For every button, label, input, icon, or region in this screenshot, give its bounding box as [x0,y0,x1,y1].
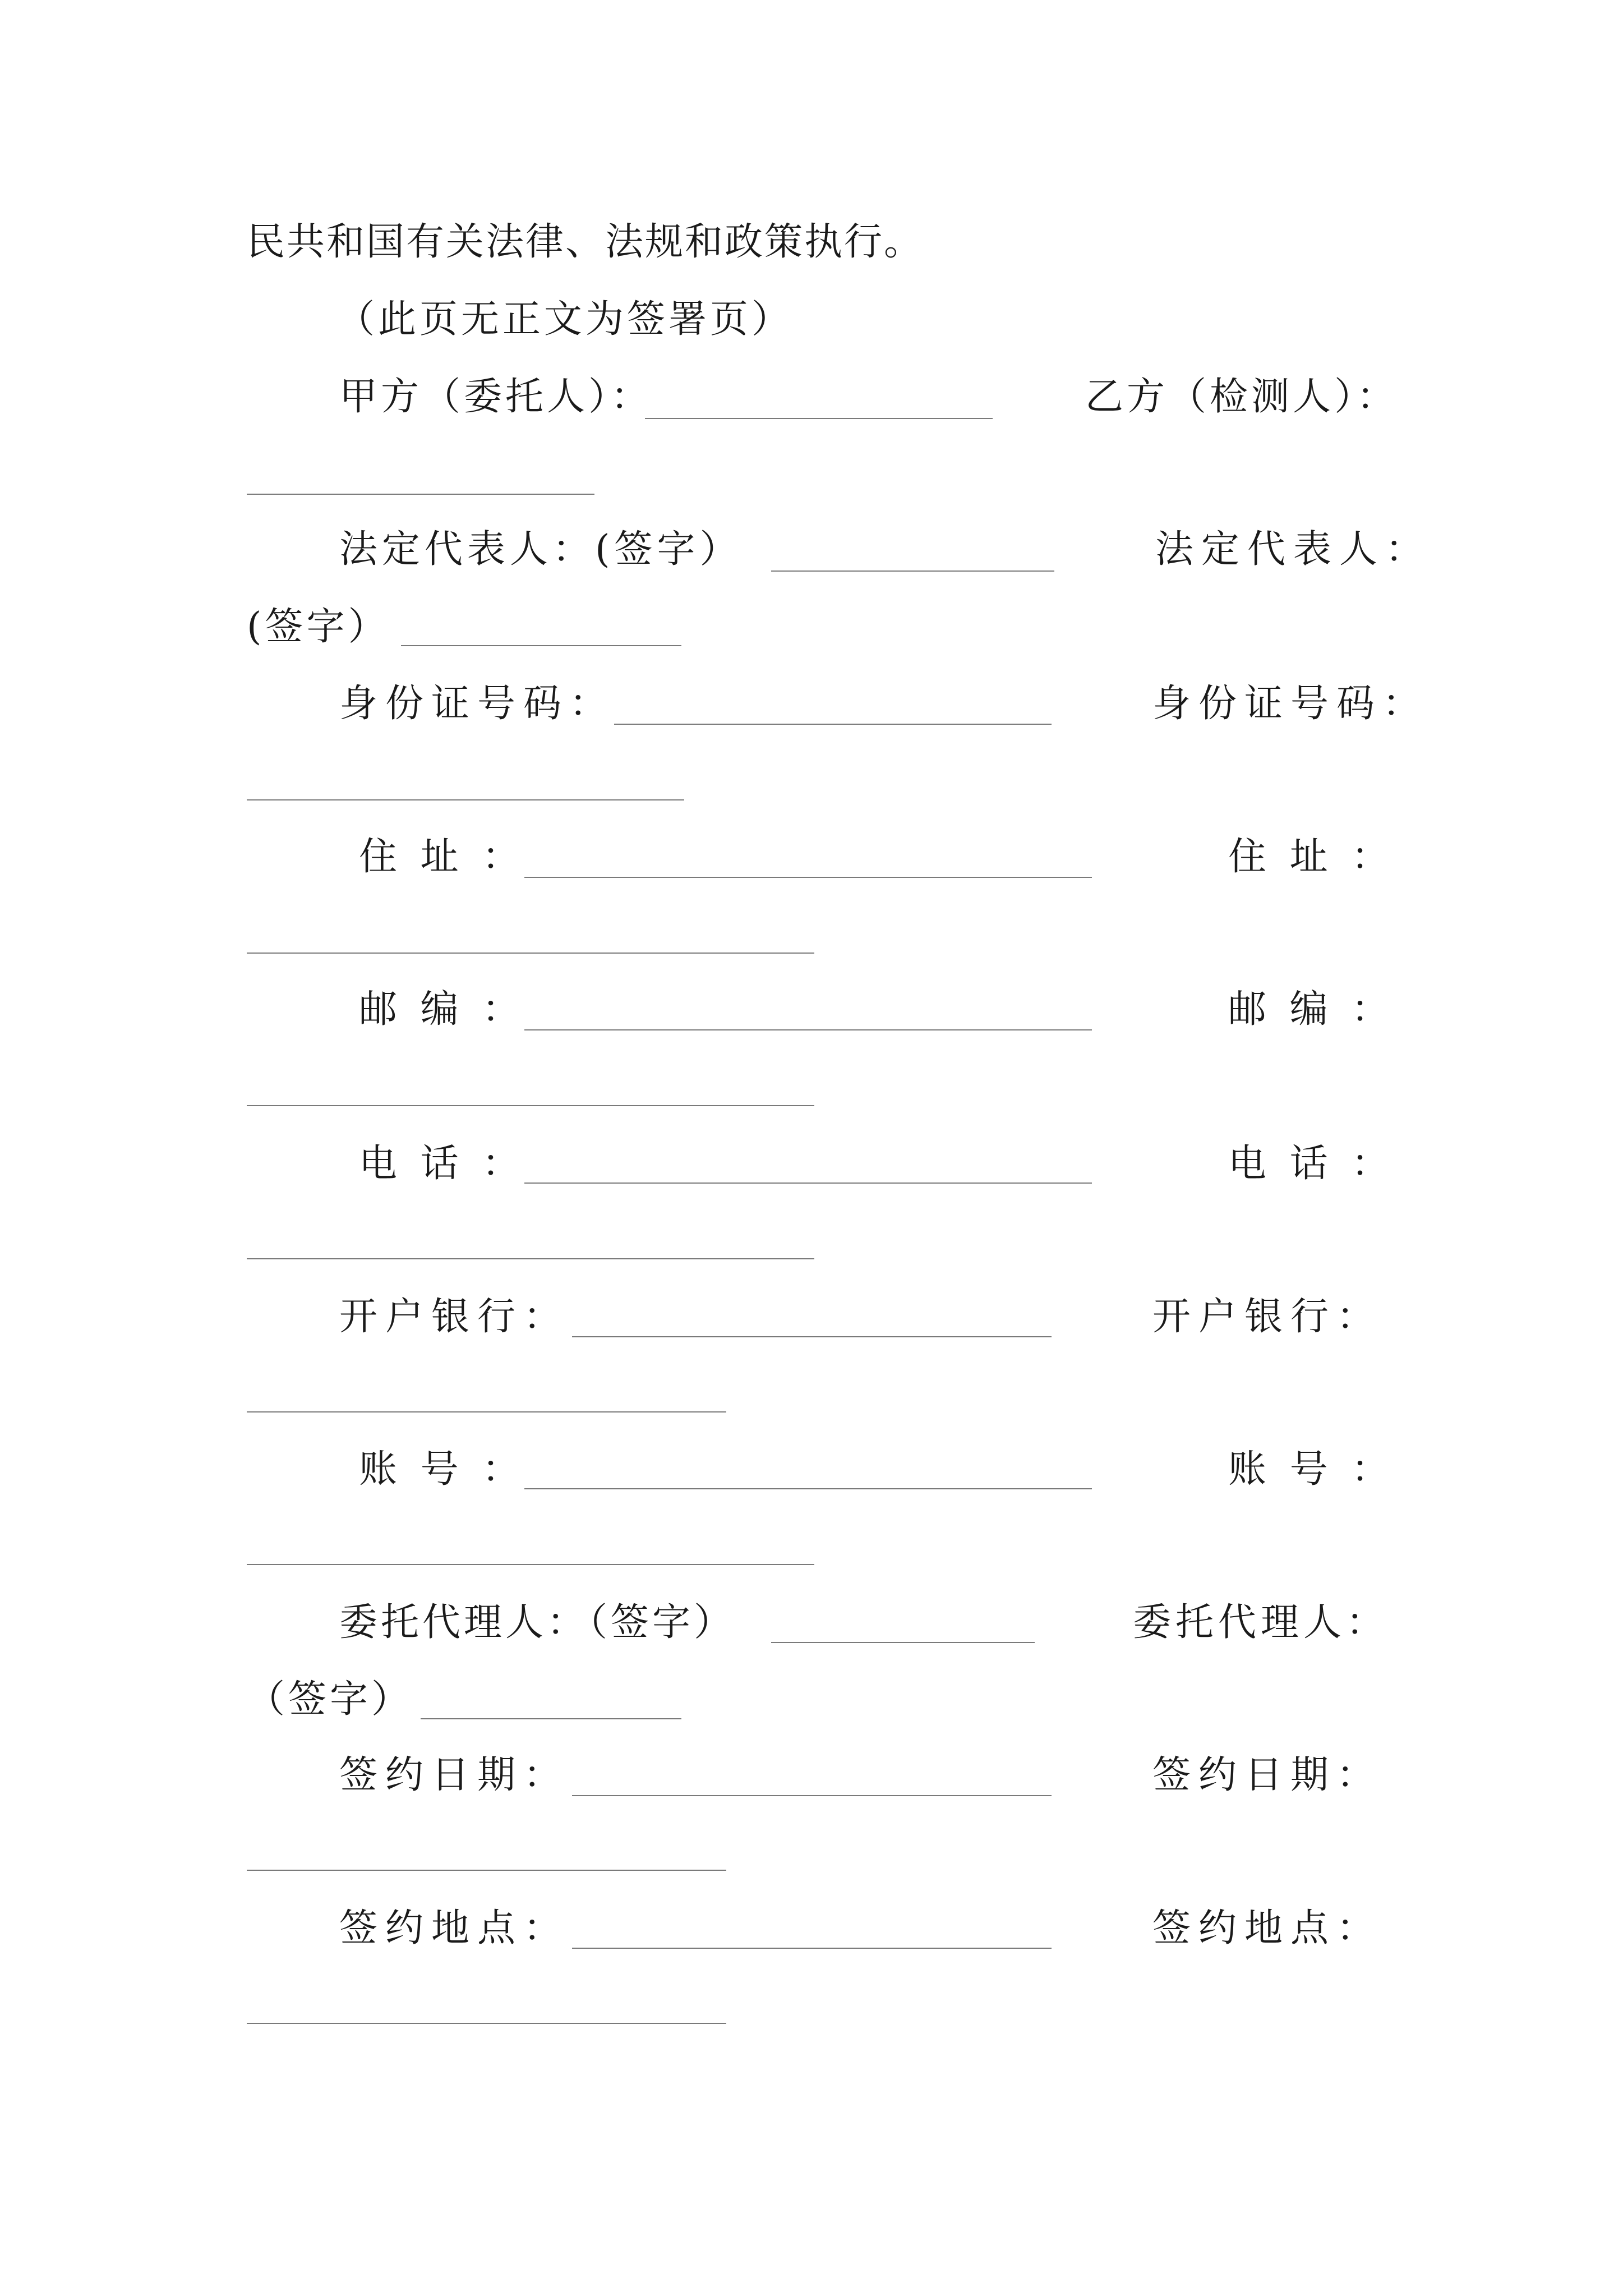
account-b-blank[interactable] [247,1564,814,1565]
phone-a-blank[interactable] [524,1182,1092,1184]
postcode-a-label: 邮 编 ： [359,987,526,1032]
party-a-blank[interactable] [645,418,993,419]
phone-b-label: 电 话 ： [1228,1142,1395,1186]
page-note: （此页无正文为签署页） [336,297,794,342]
agent-a-blank[interactable] [771,1642,1035,1643]
legal-rep-b-label: 法定代表人： [1155,527,1432,572]
id-a-blank[interactable] [614,724,1052,725]
account-a-label: 账 号 ： [359,1447,526,1492]
postcode-a-blank[interactable] [524,1029,1092,1030]
phone-b-blank[interactable] [247,1258,814,1259]
place-a-blank[interactable] [572,1948,1052,1949]
bank-b-blank[interactable] [247,1411,726,1412]
postcode-b-blank[interactable] [247,1105,814,1106]
legal-rep-a-label: 法定代表人：(签字） [339,527,743,572]
bank-a-label: 开户银行： [339,1295,570,1339]
place-b-label: 签约地点： [1152,1906,1383,1950]
address-b-label: 住 址 ： [1228,835,1395,879]
legal-rep-b-blank[interactable] [401,645,681,646]
bank-a-blank[interactable] [572,1336,1052,1337]
address-a-label: 住 址 ： [359,835,526,879]
date-a-blank[interactable] [572,1795,1052,1796]
date-a-label: 签约日期： [339,1753,570,1797]
account-a-blank[interactable] [524,1488,1092,1489]
place-b-blank[interactable] [247,2023,726,2024]
id-b-blank[interactable] [247,799,684,800]
address-a-blank[interactable] [524,877,1092,878]
bank-b-label: 开户银行： [1152,1295,1383,1339]
place-a-label: 签约地点： [339,1906,570,1950]
id-b-label: 身份证号码： [1152,682,1429,726]
date-b-label: 签约日期： [1152,1753,1383,1797]
legal-rep-b-sign-label: (签字） [247,605,390,649]
legal-rep-a-blank[interactable] [771,570,1054,572]
postcode-b-label: 邮 编 ： [1228,987,1395,1032]
party-b-blank[interactable] [247,494,594,495]
id-a-label: 身份证号码： [339,682,616,726]
date-b-blank[interactable] [247,1870,726,1871]
intro-line: 民共和国有关法律、法规和政策执行。 [247,220,924,264]
party-a-label: 甲方（委托人）： [339,375,653,419]
phone-a-label: 电 话 ： [359,1142,526,1186]
agent-a-label: 委托代理人：（签字） [339,1600,736,1645]
agent-b-sign-label: （签字） [247,1677,413,1722]
party-b-label: 乙方（检测人）： [1085,375,1399,419]
agent-b-label: 委托代理人： [1133,1600,1389,1645]
account-b-label: 账 号 ： [1228,1447,1395,1492]
agent-b-blank[interactable] [421,1718,681,1719]
address-b-blank[interactable] [247,953,814,954]
